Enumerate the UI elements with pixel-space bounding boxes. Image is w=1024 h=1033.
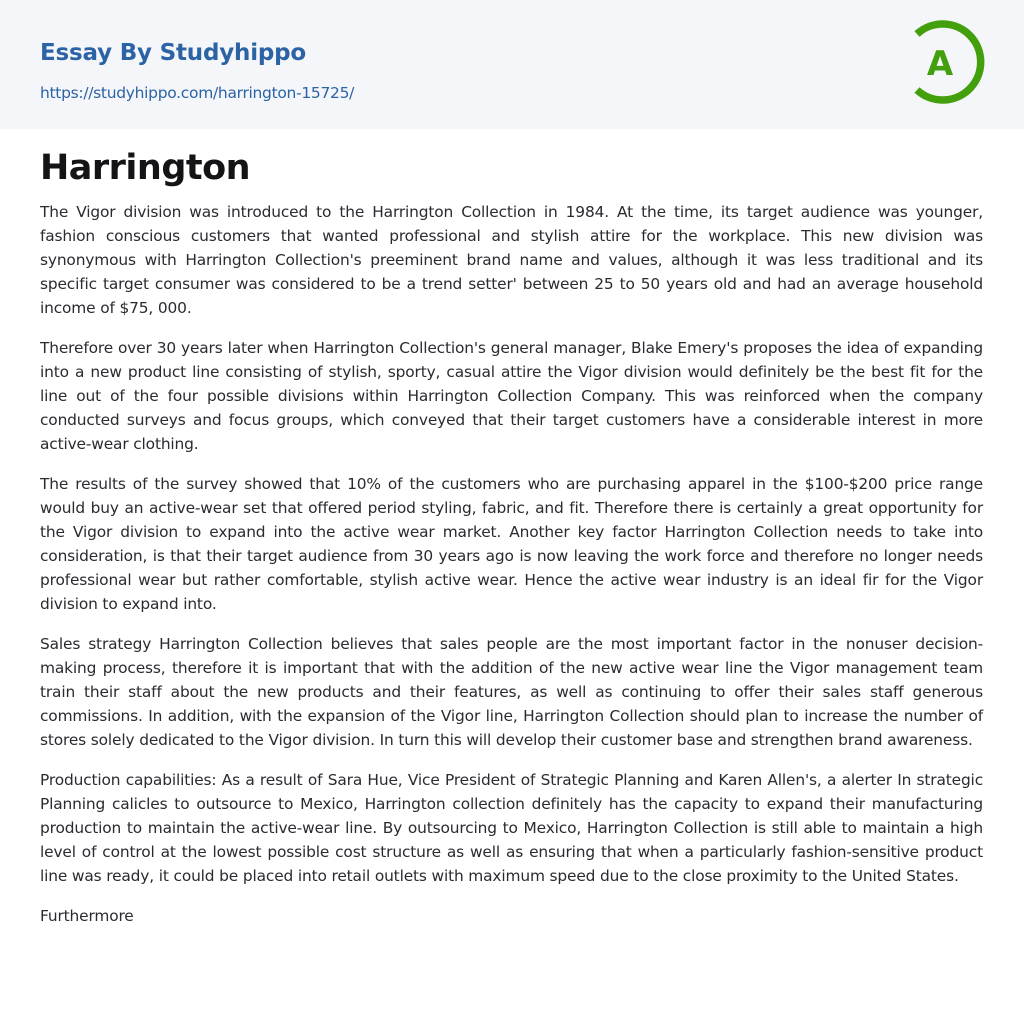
paragraph: The Vigor division was introduced to the Harrington Collection in 1984. At the time, its target audience was younger, fashion conscious customers that wanted professional and stylish attire for the workplace. This new division was synonymous with Harrington Collection's preeminent brand name and values, although it was less traditional and its specific target consumer was considered to be a trend setter' between 25 to 50 years old and had an average household income of $75, 000. bbox=[40, 203, 983, 317]
essay-url-link[interactable]: https://studyhippo.com/harrington-15725/ bbox=[40, 84, 355, 102]
site-header bbox=[0, 0, 1024, 129]
paragraph: Sales strategy Harrington Collection believes that sales people are the most important factor in the nonuser decision-making process, therefore it is important that with the addition of the new active wear line the Vigor management team train their staff about the new products and their features, as well as continuing to offer their sales staff generous commissions. In addition, with the expansion of the Vigor line, Harrington Collection should plan to increase the number of stores solely dedicated to the Vigor division. In turn this will develop their customer base and strengthen brand awareness. bbox=[40, 635, 983, 749]
studyhippo-logo[interactable] bbox=[912, 18, 988, 106]
article-body bbox=[40, 146, 983, 944]
paragraph-truncated: Furthermore bbox=[40, 907, 134, 925]
paragraph: Production capabilities: As a result of Sara Hue, Vice President of Strategic Planning and Karen Allen's, a alerter In strategic Planning calicles to outsource to Mexico, Harrington collection definitely has the capacity to expand their manufacturing production to maintain the active-wear line. By outsourcing to Mexico, Harrington Collection is still able to maintain a high level of control at the lowest possible cost structure as well as ensuring that when a particularly fashion-sensitive product line was ready, it could be placed into retail outlets with maximum speed due to the close proximity to the United States. bbox=[40, 771, 983, 885]
paragraph: The results of the survey showed that 10% of the customers who are purchasing apparel in the $100-$200 price range would buy an active-wear set that offered period styling, fabric, and fit. Therefore there is certainly a great opportunity for the Vigor division to expand into the active wear market. Another key factor Harrington Collection needs to take into consideration, is that their target audience from 30 years ago is now leaving the work force and therefore no longer needs professional wear but rather comfortable, stylish active wear. Hence the active wear industry is an ideal fir for the Vigor division to expand into. bbox=[40, 475, 983, 613]
page-title: Harrington bbox=[40, 148, 251, 188]
paragraph: Therefore over 30 years later when Harrington Collection's general manager, Blake Emery's proposes the idea of expanding into a new product line consisting of stylish, sporty, casual attire the Vigor division would definitely be the best fit for the line out of the four possible divisions within Harrington Collection Company. This was reinforced when the company conducted surveys and focus groups, which conveyed that their target customers have a considerable interest in more active-wear clothing. bbox=[40, 339, 983, 453]
site-title: Essay By Studyhippo bbox=[40, 40, 307, 66]
logo-circle-a-icon bbox=[912, 18, 988, 106]
svg-text:A: A bbox=[926, 44, 954, 84]
